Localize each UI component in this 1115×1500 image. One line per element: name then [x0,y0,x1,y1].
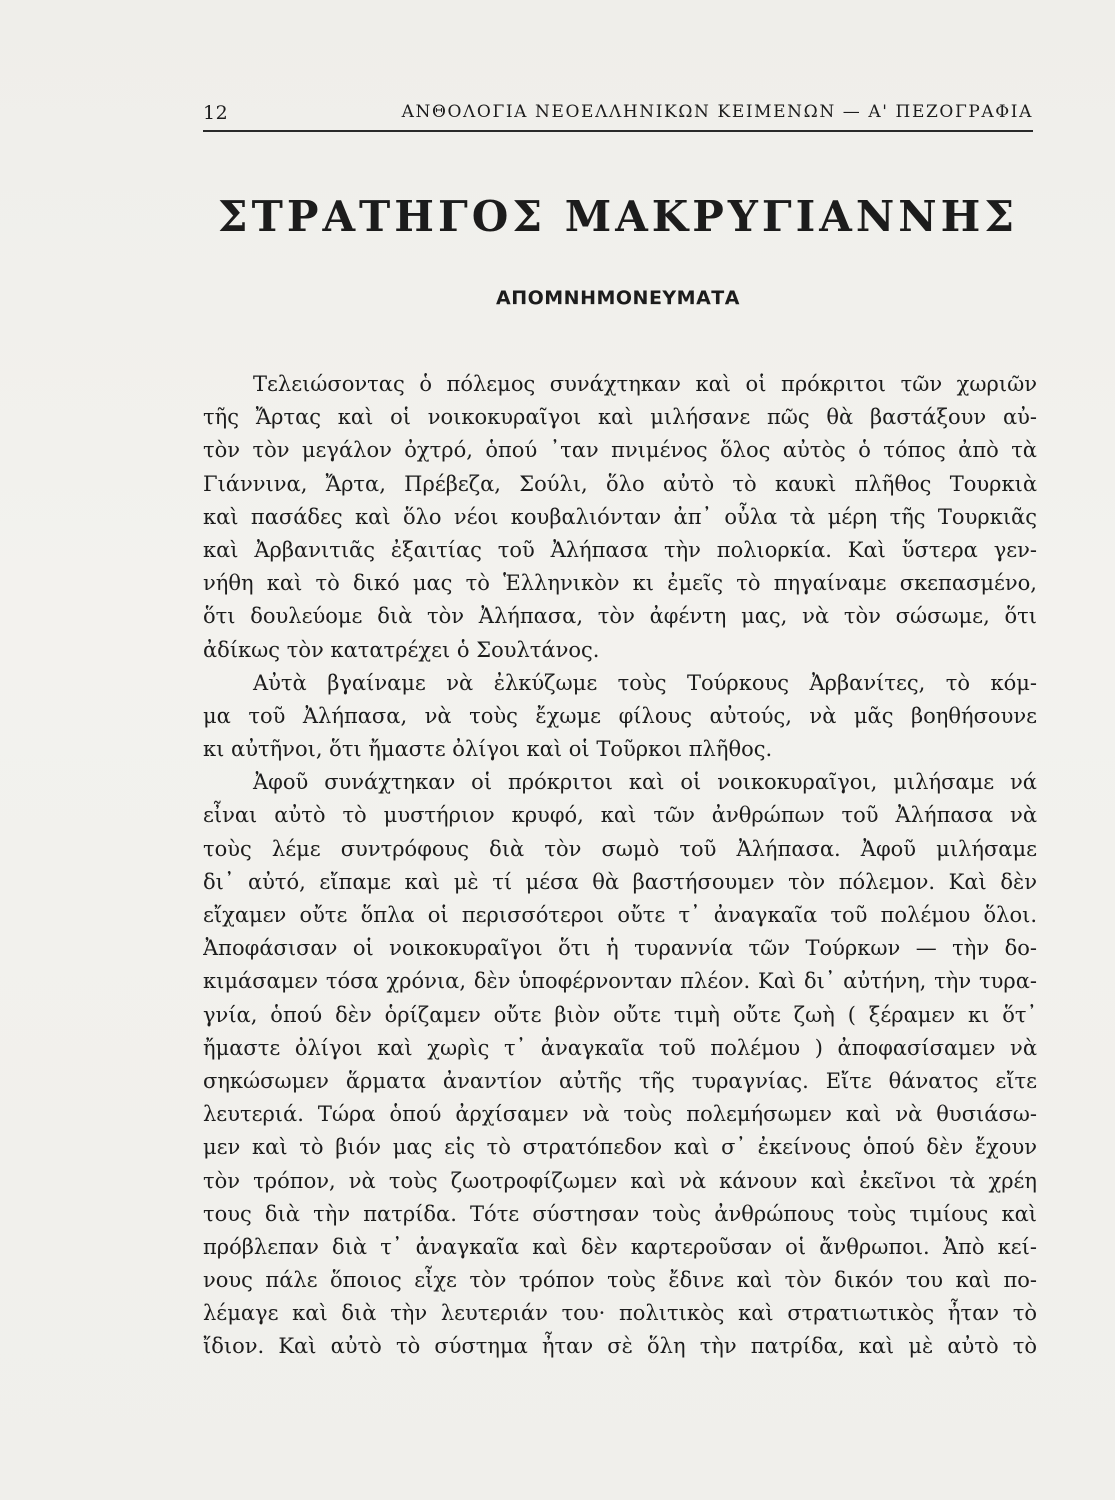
text-line: καὶ πασάδες καὶ ὅλο νέοι κουβαλιόνταν ἀπ᾽ οὖλα τὰ μέρη τῆς Τουρκιᾶς [203,504,1037,529]
text-line: λευτεριά. Τώρα ὁπού ἀρχίσαμεν νὰ τοὺς πολεμήσωμεν καὶ νὰ θυσιάσω- [203,1102,1037,1127]
text-line: ἤμαστε ὀλίγοι καὶ χωρὶς τ᾽ ἀναγκαῖα τοῦ πολέμου ) ἀποφασίσαμεν νὰ [203,1035,1037,1060]
text-line: Ἀφοῦ συνάχτηκαν οἱ πρόκριτοι καὶ οἱ νοικοκυραῖγοι, μιλήσαμε νά [253,770,1037,795]
text-line: Ἀποφάσισαν οἱ νοικοκυραῖγοι ὅτι ἡ τυραννία τῶν Τούρκων — τὴν δο- [203,936,1037,961]
text-line: νους πάλε ὅποιος εἶχε τὸν τρόπον τοὺς ἔδινε καὶ τὸν δικόν του καὶ πο- [203,1268,1037,1293]
text-line: τὸν τρόπον, νὰ τοὺς ζωοτροφίζωμεν καὶ νὰ κάνουν καὶ ἐκεῖνοι τὰ χρέη [203,1168,1037,1193]
text-line: Γιάννινα, Ἄρτα, Πρέβεζα, Σούλι, ὅλο αὐτὸ τὸ καυκὶ πλῆθος Τουρκιὰ [203,471,1037,496]
text-line: τῆς Ἄρτας καὶ οἱ νοικοκυραῖγοι καὶ μιλήσανε πῶς θὰ βαστάξουν αὐ- [203,405,1037,430]
running-head: ΑΝΘΟΛΟΓΙΑ ΝΕΟΕΛΛΗΝΙΚΩΝ ΚΕΙΜΕΝΩΝ — Α' ΠΕΖΟΓΡΑΦΙΑ [401,102,1033,122]
section-subtitle: ΑΠΟΜΝΗΜΟΝΕΥΜΑΤΑ [496,287,740,309]
text-line: ὅτι δουλεύομε διὰ τὸν Ἀλήπασα, τὸν ἀφέντη μας, νὰ τὸν σώσωμε, ὅτι [203,604,1037,629]
text-line: ἴδιον. Καὶ αὐτὸ τὸ σύστημα ἦταν σὲ ὅλη τὴν πατρίδα, καὶ μὲ αὐτὸ τὸ [203,1334,1037,1359]
text-line: μεν καὶ τὸ βιόν μας εἰς τὸ στρατόπεδον καὶ σ᾽ ἐκείνους ὁπού δὲν ἔχουν [203,1135,1037,1160]
text-line: καὶ Ἀρβανιτιᾶς ἐξαιτίας τοῦ Ἀλήπασα τὴν πολιορκία. Καὶ ὕστερα γεν- [203,537,1037,562]
text-line: Τελειώσοντας ὁ πόλεμος συνάχτηκαν καὶ οἱ πρόκριτοι τῶν χωριῶν [253,372,1037,396]
text-line: δι᾽ αὐτό, εἴπαμε καὶ μὲ τί μέσα θὰ βαστήσουμεν τὸν πόλεμον. Καὶ δὲν [203,869,1037,894]
text-line: λέμαγε καὶ διὰ τὴν λευτεριάν του· πολιτικὸς καὶ στρατιωτικὸς ἦταν τὸ [203,1301,1037,1326]
text-line: τοὺς λέμε συντρόφους διὰ τὸν σωμὸ τοῦ Ἀλήπασα. Ἀφοῦ μιλήσαμε [203,836,1037,861]
text-line: τὸν τὸν μεγάλον ὀχτρό, ὁπού ᾽ταν πνιμένος ὅλος αὐτὸς ὁ τόπος ἀπὸ τὰ [203,438,1037,463]
page-header [203,100,1033,132]
text-line: Αὐτὰ βγαίναμε νὰ ἐλκύζωμε τοὺς Τούρκους Ἀρβανίτες, τὸ κόμ- [253,670,1037,695]
section-title: ΣΤΡΑΤΗΓΟΣ ΜΑΚΡΥΓΙΑΝΝΗΣ [217,192,1019,241]
text-line: γνία, ὁπού δὲν ὁρίζαμεν οὔτε βιὸν οὔτε τιμὴ οὔτε ζωὴ ( ξέραμεν κι ὅτ᾽ [203,1002,1037,1027]
text-line: ἀδίκως τὸν κατατρέχει ὁ Σουλτάνος. [203,637,600,662]
text-line: πρόβλεπαν διὰ τ᾽ ἀναγκαῖα καὶ δὲν καρτεροῦσαν οἱ ἄνθρωποι. Ἀπὸ κεί- [203,1234,1037,1259]
text-line: κιμάσαμεν τόσα χρόνια, δὲν ὑποφέρνονταν πλέον. Καὶ δι᾽ αὐτήνη, τὴν τυρα- [203,969,1037,994]
text-line: σηκώσωμεν ἅρματα ἀναντίον αὐτῆς τῆς τυραγνίας. Εἴτε θάνατος εἴτε [203,1068,1037,1093]
text-line: εἶναι αὐτὸ τὸ μυστήριον κρυφό, καὶ τῶν ἀνθρώπων τοῦ Ἀλήπασα νὰ [203,803,1037,828]
text-line: εἴχαμεν οὔτε ὅπλα οἱ περισσότεροι οὔτε τ᾽ ἀναγκαῖα τοῦ πολέμου ὅλοι. [203,903,1037,927]
text-line: κι αὐτῆνοι, ὅτι ἤμαστε ὀλίγοι καὶ οἱ Τοῦρκοι πλῆθος. [203,737,773,762]
text-line: νήθη καὶ τὸ δικό μας τὸ Ἑλληνικὸν κι ἐμεῖς τὸ πηγαίναμε σκεπασμένο, [203,571,1037,596]
page-number: 12 [203,102,229,124]
text-line: μα τοῦ Ἀλήπασα, νὰ τοὺς ἔχωμε φίλους αὐτούς, νὰ μᾶς βοηθήσουνε [203,703,1037,728]
body-text [203,368,1037,1364]
text-line: τους διὰ τὴν πατρίδα. Τότε σύστησαν τοὺς ἀνθρώπους τοὺς τιμίους καὶ [203,1201,1037,1226]
